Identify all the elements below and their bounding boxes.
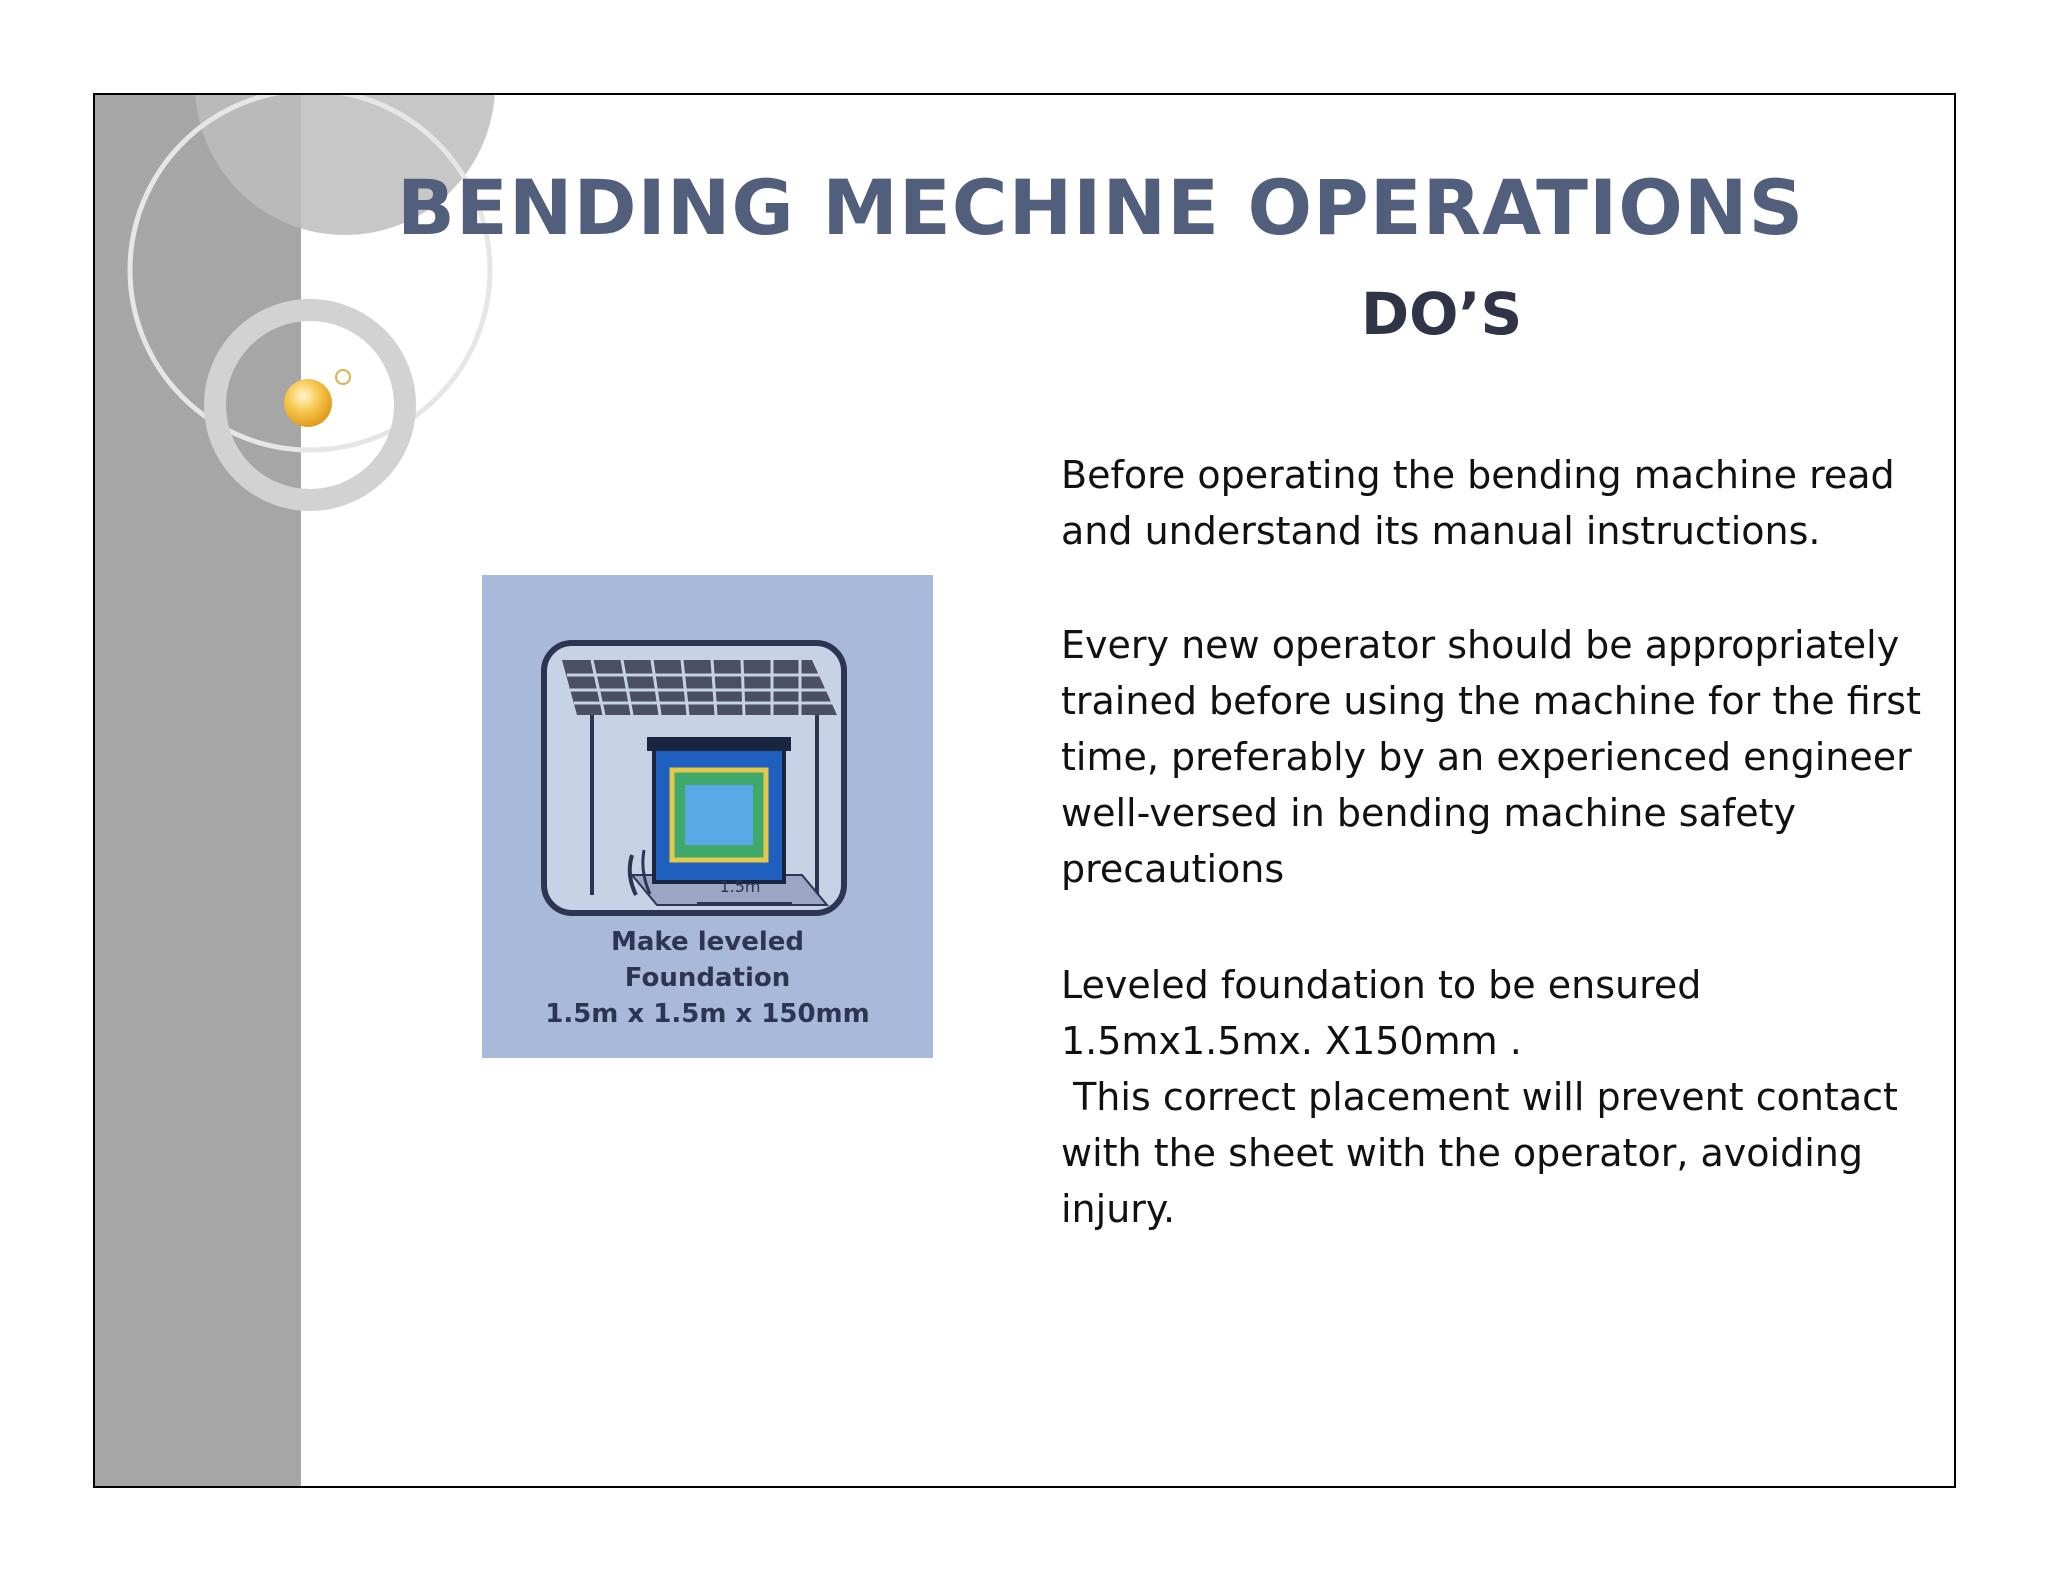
dimension-mark: 1.5m (719, 877, 761, 896)
body-paragraph-3-line-3: This correct placement will prevent contact with the sheet with the operator, avoiding injury. (1061, 1075, 1910, 1231)
sign-label-line3: 1.5m x 1.5m x 150mm (545, 999, 870, 1029)
slide-title: BENDING MECHINE OPERATIONS (397, 163, 1805, 252)
foundation-safety-sign (482, 575, 933, 1058)
slide (93, 93, 1956, 1488)
body-paragraph-2: Every new operator should be appropriately trained before using the machine for the first time, preferably by an experienced engineer well-versed in bending machine safety precautions (1061, 623, 1921, 891)
body-paragraph-3 (1061, 957, 1941, 1237)
slide-subtitle: DO’S (1361, 280, 1523, 348)
body-paragraph-3-line-2: 1.5mx1.5mx. X150mm . (1061, 1019, 1522, 1063)
body-paragraph-1: Before operating the bending machine read and understand its manual instructions. (1061, 453, 1895, 553)
yellow-dot-icon (284, 379, 332, 427)
sign-label-line2: Foundation (624, 963, 791, 993)
sign-label-line1: Make leveled (611, 927, 804, 957)
body-paragraph-3-line-1: Leveled foundation to be ensured (1061, 963, 1702, 1007)
